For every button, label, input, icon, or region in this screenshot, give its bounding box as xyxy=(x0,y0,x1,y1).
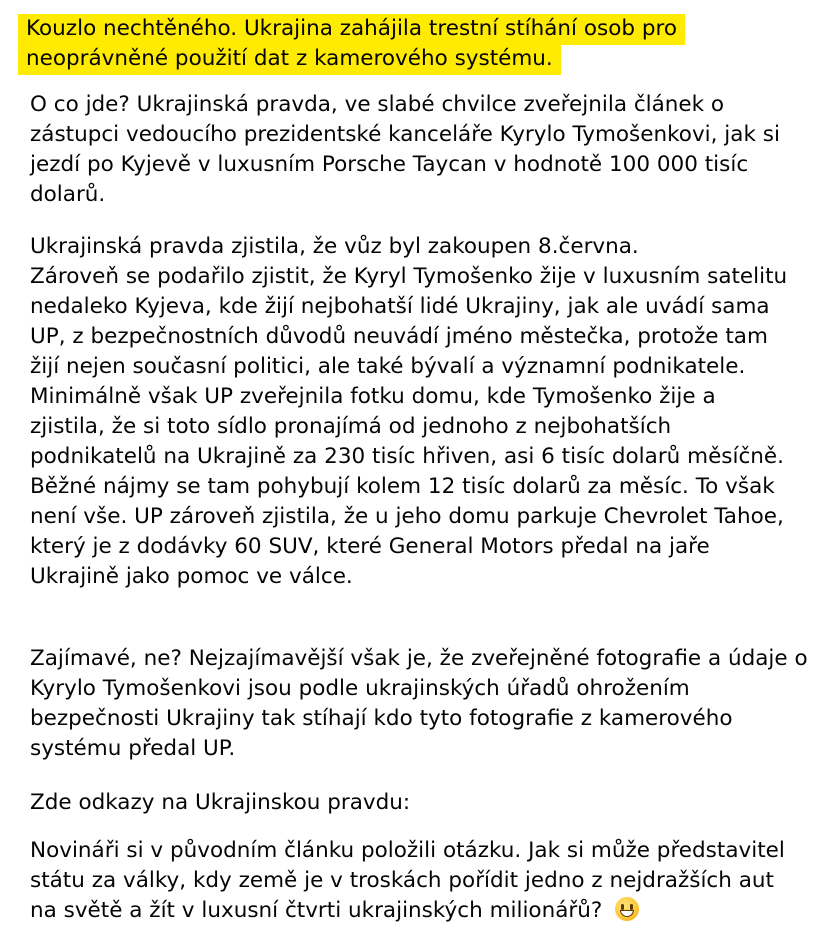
paragraph-intro xyxy=(30,90,820,210)
text-line: Zároveň se podařilo zjistit, že Kyryl Tymošenko žije v luxusním satelitu xyxy=(30,264,788,289)
paragraph-question xyxy=(30,836,820,926)
text-line: zjistila, že si toto sídlo pronajímá od jednoho z nejbohatších xyxy=(30,414,672,439)
text-line: nedaleko Kyjeva, kde žijí nejbohatší lidé Ukrajiny, jak ale uvádí sama xyxy=(30,294,770,319)
paragraph-links xyxy=(30,788,820,818)
grinning-face-icon xyxy=(615,897,639,921)
text-line: Zajímavé, ne? Nejzajímavější však je, že zveřejněné fotografie a údaje o xyxy=(30,646,808,671)
text-line: státu za války, kdy země je v troskách pořídit jedno z nejdražších aut xyxy=(30,868,774,893)
paragraph-findings xyxy=(30,232,820,592)
text-line: Ukrajině jako pomoc ve válce. xyxy=(30,564,353,589)
text-line: Kyrylo Tymošenkovi jsou podle ukrajinských úřadů ohrožením xyxy=(30,676,690,701)
text-line: podnikatelů na Ukrajině za 230 tisíc hřiven, asi 6 tisíc dolarů měsíčně. xyxy=(30,444,784,469)
text-line: který je z dodávky 60 SUV, které General Motors předal na jaře xyxy=(30,534,710,559)
text-line: Běžné nájmy se tam pohybují kolem 12 tisíc dolarů za měsíc. To však xyxy=(30,474,775,499)
text-line: Zde odkazy na Ukrajinskou pravdu: xyxy=(30,790,411,815)
text-line: Ukrajinská pravda zjistila, že vůz byl zakoupen 8.června. xyxy=(30,234,639,259)
text-line: O co jde? Ukrajinská pravda, ve slabé chvilce zveřejnila článek o xyxy=(30,92,725,117)
text-line: Minimálně však UP zveřejnila fotku domu, kde Tymošenko žije a xyxy=(30,384,716,409)
text-line: systému předal UP. xyxy=(30,736,236,761)
text-line: zástupci vedoucího prezidentské kanceláře Kyrylo Tymošenkovi, jak si xyxy=(30,122,780,147)
text-line: dolarů. xyxy=(30,182,106,207)
post-title xyxy=(18,14,818,74)
text-line: UP, z bezpečnostních důvodů neuvádí jméno městečka, protože tam xyxy=(30,324,768,349)
text-line: Novináři si v původním článku položili otázku. Jak si může představitel xyxy=(30,838,785,863)
text-line: jezdí po Kyjevě v luxusním Porsche Taycan v hodnotě 100 000 tisíc xyxy=(30,152,749,177)
text-line-last xyxy=(30,896,820,926)
title-line: neoprávněné použití dat z kamerového systému. xyxy=(18,44,818,74)
text-line: není vše. UP zároveň zjistila, že u jeho domu parkuje Chevrolet Tahoe, xyxy=(30,504,784,529)
text-line: bezpečnosti Ukrajiny tak stíhají kdo tyto fotografie z kamerového xyxy=(30,706,733,731)
text-fragment: na světě a žít v luxusní čtvrti ukrajinských milionářů? xyxy=(30,898,610,923)
text-line: žijí nejen současní politici, ale také bývalí a významní podnikatele. xyxy=(30,354,746,379)
paragraph-prosecution xyxy=(30,644,820,764)
title-line: Kouzlo nechtěného. Ukrajina zahájila trestní stíhání osob pro xyxy=(18,14,818,44)
